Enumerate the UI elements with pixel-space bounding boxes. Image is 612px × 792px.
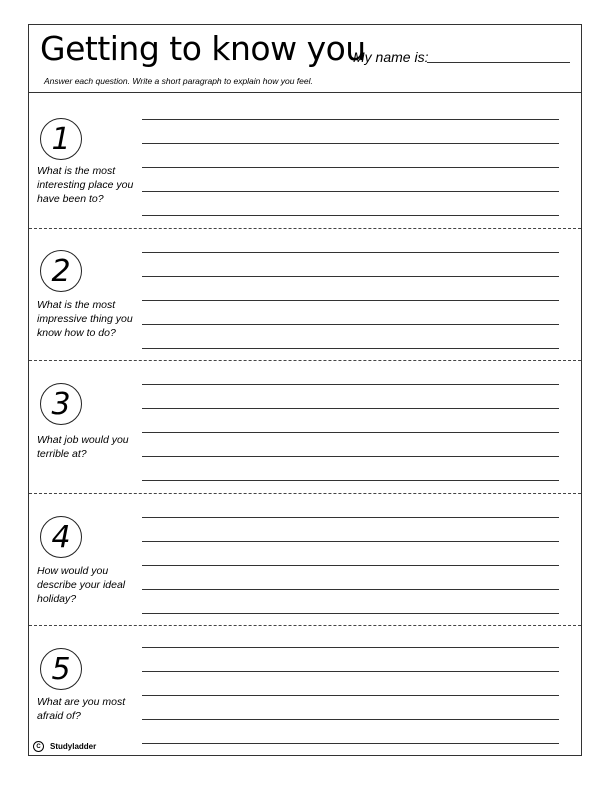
instructions: Answer each question. Write a short paragraph to explain how you feel. <box>44 76 313 86</box>
writing-line[interactable] <box>142 348 559 349</box>
question-number-circle: 2 <box>40 250 82 292</box>
writing-line[interactable] <box>142 143 559 144</box>
writing-line[interactable] <box>142 456 559 457</box>
question-text: What job would you terrible at? <box>37 434 129 460</box>
page-title: Getting to know you <box>40 29 366 68</box>
writing-line[interactable] <box>142 695 559 696</box>
footer <box>33 741 96 752</box>
writing-line[interactable] <box>142 215 559 216</box>
writing-line[interactable] <box>142 589 559 590</box>
question-section-5 <box>29 626 581 757</box>
writing-line[interactable] <box>142 324 559 325</box>
writing-line[interactable] <box>142 480 559 481</box>
question-text: What is the most impressive thing you know how to do? <box>37 299 133 339</box>
writing-line[interactable] <box>142 647 559 648</box>
writing-line[interactable] <box>142 276 559 277</box>
question-text: How would you describe your ideal holiday? <box>37 565 126 605</box>
brand-name: Studyladder <box>50 742 97 751</box>
question-text: What is the most interesting place you have been to? <box>37 165 134 205</box>
question-number-circle: 5 <box>40 648 82 690</box>
question-section-3 <box>29 361 581 494</box>
writing-line[interactable] <box>142 408 559 409</box>
writing-line[interactable] <box>142 384 559 385</box>
writing-line[interactable] <box>142 541 559 542</box>
question-number-circle: 1 <box>40 118 82 160</box>
writing-line[interactable] <box>142 517 559 518</box>
question-number-circle: 3 <box>40 383 82 425</box>
question-text: What are you most afraid of? <box>37 696 126 722</box>
question-section-4 <box>29 494 581 626</box>
writing-line[interactable] <box>142 191 559 192</box>
writing-line[interactable] <box>142 743 559 744</box>
writing-line[interactable] <box>142 565 559 566</box>
writing-line[interactable] <box>142 613 559 614</box>
writing-line[interactable] <box>142 119 559 120</box>
writing-line[interactable] <box>142 252 559 253</box>
writing-line[interactable] <box>142 300 559 301</box>
name-label: My name is: <box>353 49 429 65</box>
worksheet-header <box>29 25 581 93</box>
copyright-icon: C <box>33 741 44 752</box>
writing-line[interactable] <box>142 671 559 672</box>
question-section-1 <box>29 93 581 229</box>
writing-line[interactable] <box>142 432 559 433</box>
writing-line[interactable] <box>142 167 559 168</box>
worksheet <box>28 24 582 756</box>
writing-line[interactable] <box>142 719 559 720</box>
question-section-2 <box>29 229 581 361</box>
question-number-circle: 4 <box>40 516 82 558</box>
name-input-line[interactable] <box>427 62 570 63</box>
